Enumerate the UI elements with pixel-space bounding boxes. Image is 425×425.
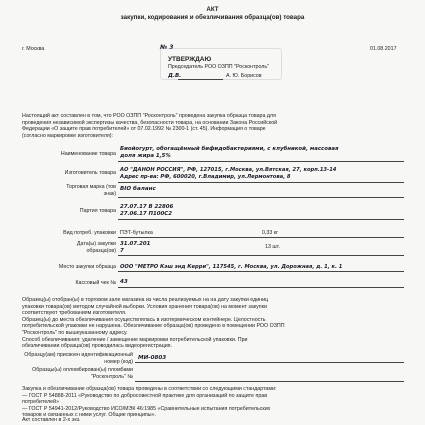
trademark-value: BIO баланс [120,186,156,192]
procedure-line: потребительской упаковки не нарушена. Обезличивание образца(ов) проведено в помещении РОО ОЗПП [22,323,285,330]
procedure-text [22,297,417,350]
procedure-line: Способ обезличивания: удаление / замещение маркировки потребительской упаковки. При [22,336,248,343]
package-label: Вид потреб. упаковки [63,230,116,236]
manufacturer-value-1: АО "ДАНОН РОССИЯ", РФ, 127015, г.Москва, ул.Вятская, 27, корп.13-14 [120,167,337,173]
code-label-2: номер (код) [104,359,133,365]
document-title: АКТ [206,6,219,13]
intro-text [22,113,412,139]
seal-label-2: "Росконтроль" № [90,374,133,380]
approve-org: Председатель РОО ОЗПП "Росконтроль" [168,64,270,70]
procedure-line: обезличивании образца(ов) проводилась видеорегистрация. [22,343,173,350]
product-name-value-1: Биойогурт, обогащённый бифидобактериями, с клубникой, массовая [120,146,339,152]
product-name-label: Наименование товара [60,151,116,157]
volume-value: 0,33 кг [262,230,279,236]
purchase-date-value-2: 7 [120,248,124,254]
approve-label: УТВЕРЖДАЮ [168,56,212,63]
standards-line: товаров и связанных с ними услуг. Общие принципы». [22,412,156,419]
standards-line: — ГОСТ Р 54888-2011 «Руководство по добросовестной практике для организаций по защите прав [22,392,268,399]
product-name-value-2: доля жира 1,5% [120,153,171,159]
act-number: № 3 [160,44,174,51]
act-date: 01.08.2017 [370,46,397,52]
purchase-quantity: 13 шт. [265,244,280,250]
intro-line: (согласно маркировке изготовителя): [22,132,114,139]
purchase-date-label-1: Дата(ы) закупки [76,241,116,247]
receipt-label: Кассовый чек № [75,280,116,286]
procedure-line: Образец(ы) до места обезличивания осуществлялась в изотермическом контейнере. Целостность [22,316,266,323]
procedure-line: соответствуют требованиям изготовителя. [22,310,127,317]
approve-name: А. Ю. Борисов [226,73,262,79]
package-value: ПЭТ-бутылка [120,230,153,236]
intro-line: Настоящий акт составлен в том, что РОО ОЗПП "Росконтроль" проведена закупка образца товара для [22,113,276,119]
intro-line: Федерации «О защите прав потребителей» от 07.02.1992 № 2300-1 (ст. 45). Информация о товаре [22,126,266,133]
code-label-1: Образцу(ам) присвоен идентификационный [24,352,133,358]
place-value: ООО "МЕТРО Кэш энд Керри", 117545, г. Москва, ул. Дорожная, д. 1, к. 1 [120,264,343,270]
place-label: Место закупки образца [58,264,116,270]
batch-value-1: 27.07.17 В 22806 [120,204,174,210]
purchase-date-label-2: образца(ов) [86,248,116,254]
standards-line: — ГОСТ Р 54941-2012/Руководство ИСО/МЭК 46:1985 «Сравнительные испытания потребительских [22,405,271,412]
procedure-line: упаковки товара(ов) методом случайной выборки. Условия хранения товара(ов) на момент закупки [22,303,267,310]
receipt-value: 43 [120,279,128,285]
procedure-line: "Росконтроль" по вышеуказанному адресу. [22,330,128,337]
batch-label: Партия товара [79,208,116,214]
city: г. Москва [22,46,45,52]
manufacturer-label: Изготовитель товара [64,170,116,176]
document-subtitle: закупки, кодирования и обезличивания образца(ов) товара [120,14,305,21]
manufacturer-value-2: Адрес пр-ва: РФ, 600020, г.Владимир, ул.Лермонтова, 8 [120,174,291,180]
standards-line: потребителей» [22,399,60,406]
footer-note: Акт составлен в 2-х экз. [22,417,81,423]
procedure-line: Образец(ы) отобран(ы) в торговом зале магазина из числа реализуемых на на дату закупки единиц [22,297,269,303]
standards-text [22,386,417,419]
code-value: МИ-0803 [138,355,167,361]
signature: Д.В. [168,73,182,79]
standards-line: Закупка и обезличивание образца(ов) товара проведены в соответствии со следующими стандартами: [22,386,277,392]
purchase-date-value: 31.07.201 [120,241,151,247]
intro-line: проведения независимой экспертизы качества, безопасности товара, на основании Закона Российской [22,119,278,126]
trademark-label-1: Торговая марка (тов [66,184,116,190]
trademark-label-2: знак) [103,191,116,197]
seal-label-1: Образцы(ы) опломбирован(ы) пломбами [32,367,133,373]
batch-value-2: 27.06.17 П100С2 [120,211,172,217]
